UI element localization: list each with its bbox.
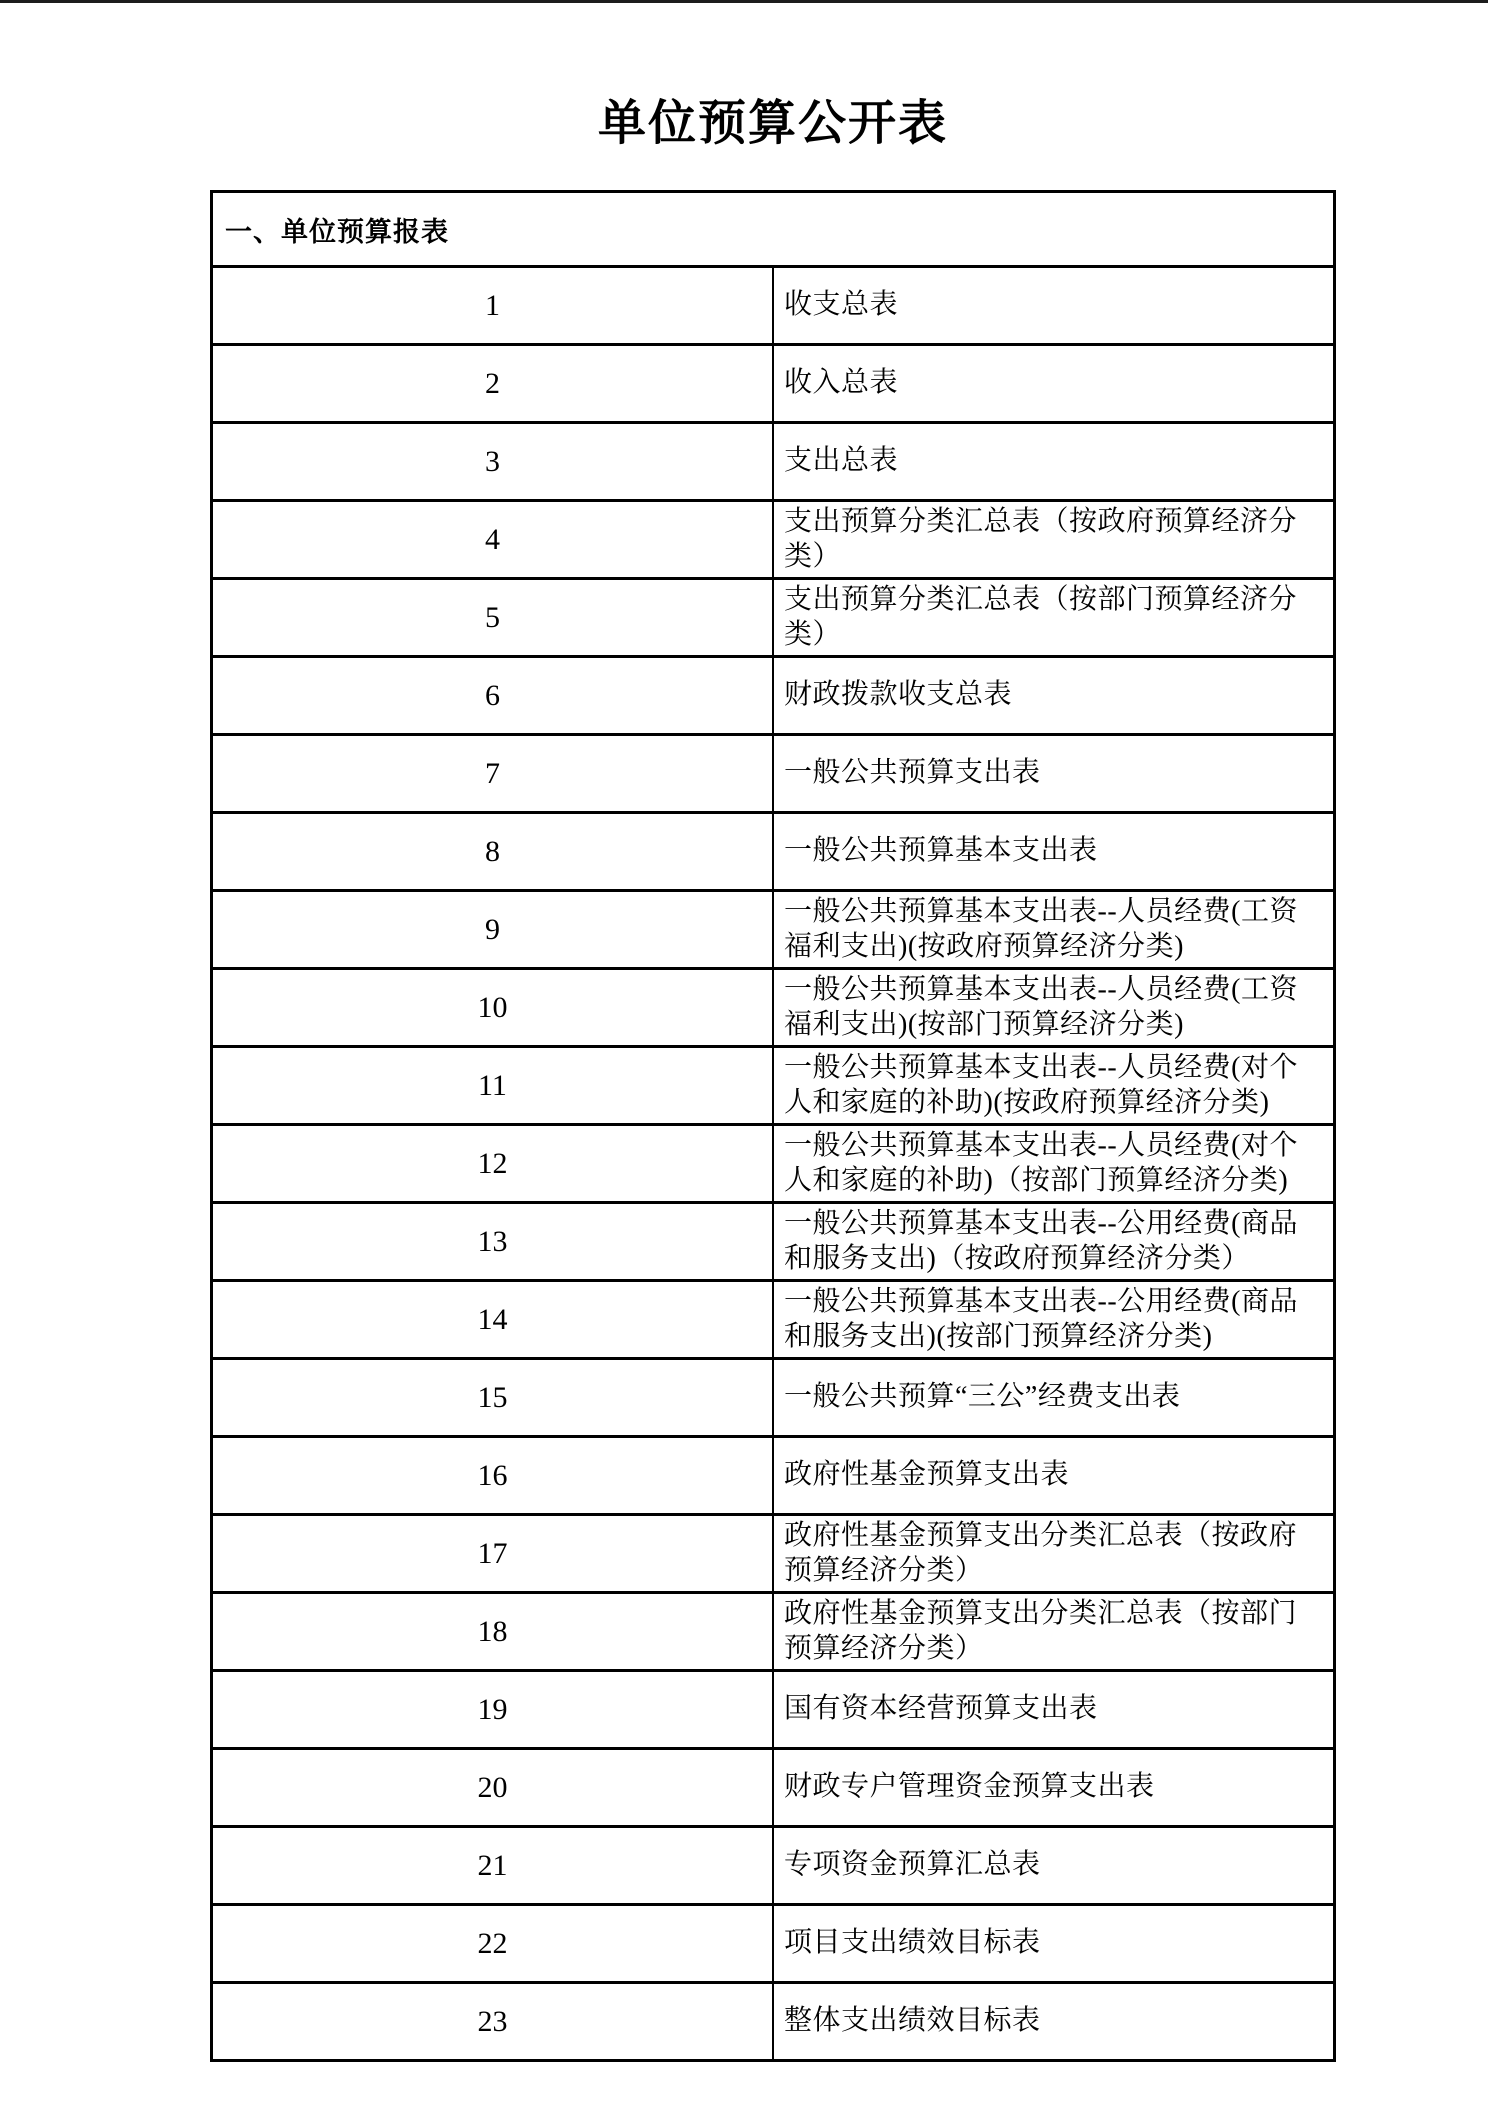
table-body <box>212 267 1335 2061</box>
row-number: 13 <box>212 1203 774 1281</box>
row-number: 22 <box>212 1905 774 1983</box>
table-row <box>212 1905 1335 1983</box>
budget-report-table <box>210 190 1336 2062</box>
row-number: 21 <box>212 1827 774 1905</box>
row-title: 政府性基金预算支出表 <box>773 1437 1335 1515</box>
row-number: 23 <box>212 1983 774 2061</box>
row-number: 9 <box>212 891 774 969</box>
table-row <box>212 1359 1335 1437</box>
row-number: 20 <box>212 1749 774 1827</box>
row-title: 一般公共预算基本支出表--人员经费(对个人和家庭的补助)(按政府预算经济分类) <box>773 1047 1335 1125</box>
row-number: 10 <box>212 969 774 1047</box>
table-row <box>212 1749 1335 1827</box>
table-row <box>212 1827 1335 1905</box>
table-row <box>212 1281 1335 1359</box>
row-number: 2 <box>212 345 774 423</box>
row-number: 14 <box>212 1281 774 1359</box>
table-row <box>212 1203 1335 1281</box>
table-row <box>212 267 1335 345</box>
table-row <box>212 1437 1335 1515</box>
row-title: 一般公共预算基本支出表--人员经费(工资福利支出)(按政府预算经济分类) <box>773 891 1335 969</box>
row-number: 5 <box>212 579 774 657</box>
row-title: 项目支出绩效目标表 <box>773 1905 1335 1983</box>
table-row <box>212 813 1335 891</box>
section-header: 一、单位预算报表 <box>212 192 1335 267</box>
row-number: 1 <box>212 267 774 345</box>
table-row <box>212 345 1335 423</box>
table-row <box>212 1047 1335 1125</box>
page-title: 单位预算公开表 <box>597 97 948 150</box>
row-title: 专项资金预算汇总表 <box>773 1827 1335 1905</box>
table-row <box>212 501 1335 579</box>
table-row <box>212 657 1335 735</box>
table-row <box>212 891 1335 969</box>
row-title: 支出预算分类汇总表（按部门预算经济分类） <box>773 579 1335 657</box>
row-title: 国有资本经营预算支出表 <box>773 1671 1335 1749</box>
row-title: 财政专户管理资金预算支出表 <box>773 1749 1335 1827</box>
row-number: 6 <box>212 657 774 735</box>
section-header-row <box>212 192 1335 267</box>
row-title: 财政拨款收支总表 <box>773 657 1335 735</box>
table-row <box>212 1593 1335 1671</box>
table-row <box>212 1125 1335 1203</box>
page-top-edge <box>0 0 1488 3</box>
table-row <box>212 579 1335 657</box>
row-title: 一般公共预算基本支出表--公用经费(商品和服务支出)(按部门预算经济分类) <box>773 1281 1335 1359</box>
row-title: 政府性基金预算支出分类汇总表（按政府预算经济分类） <box>773 1515 1335 1593</box>
row-number: 18 <box>212 1593 774 1671</box>
row-number: 19 <box>212 1671 774 1749</box>
row-title: 一般公共预算基本支出表--公用经费(商品和服务支出)（按政府预算经济分类） <box>773 1203 1335 1281</box>
table-row <box>212 1983 1335 2061</box>
row-title: 一般公共预算基本支出表 <box>773 813 1335 891</box>
row-title: 支出总表 <box>773 423 1335 501</box>
table-row <box>212 423 1335 501</box>
row-title: 一般公共预算“三公”经费支出表 <box>773 1359 1335 1437</box>
row-number: 11 <box>212 1047 774 1125</box>
row-title: 一般公共预算支出表 <box>773 735 1335 813</box>
row-number: 16 <box>212 1437 774 1515</box>
row-number: 15 <box>212 1359 774 1437</box>
row-title: 一般公共预算基本支出表--人员经费(对个人和家庭的补助)（按部门预算经济分类) <box>773 1125 1335 1203</box>
row-title: 整体支出绩效目标表 <box>773 1983 1335 2061</box>
row-number: 3 <box>212 423 774 501</box>
table-row <box>212 969 1335 1047</box>
row-title: 一般公共预算基本支出表--人员经费(工资福利支出)(按部门预算经济分类) <box>773 969 1335 1047</box>
row-number: 7 <box>212 735 774 813</box>
table-row <box>212 1515 1335 1593</box>
row-title: 收支总表 <box>773 267 1335 345</box>
row-number: 17 <box>212 1515 774 1593</box>
row-number: 8 <box>212 813 774 891</box>
row-title: 政府性基金预算支出分类汇总表（按部门预算经济分类） <box>773 1593 1335 1671</box>
table-row <box>212 735 1335 813</box>
table-row <box>212 1671 1335 1749</box>
row-title: 支出预算分类汇总表（按政府预算经济分类） <box>773 501 1335 579</box>
row-number: 4 <box>212 501 774 579</box>
row-number: 12 <box>212 1125 774 1203</box>
row-title: 收入总表 <box>773 345 1335 423</box>
